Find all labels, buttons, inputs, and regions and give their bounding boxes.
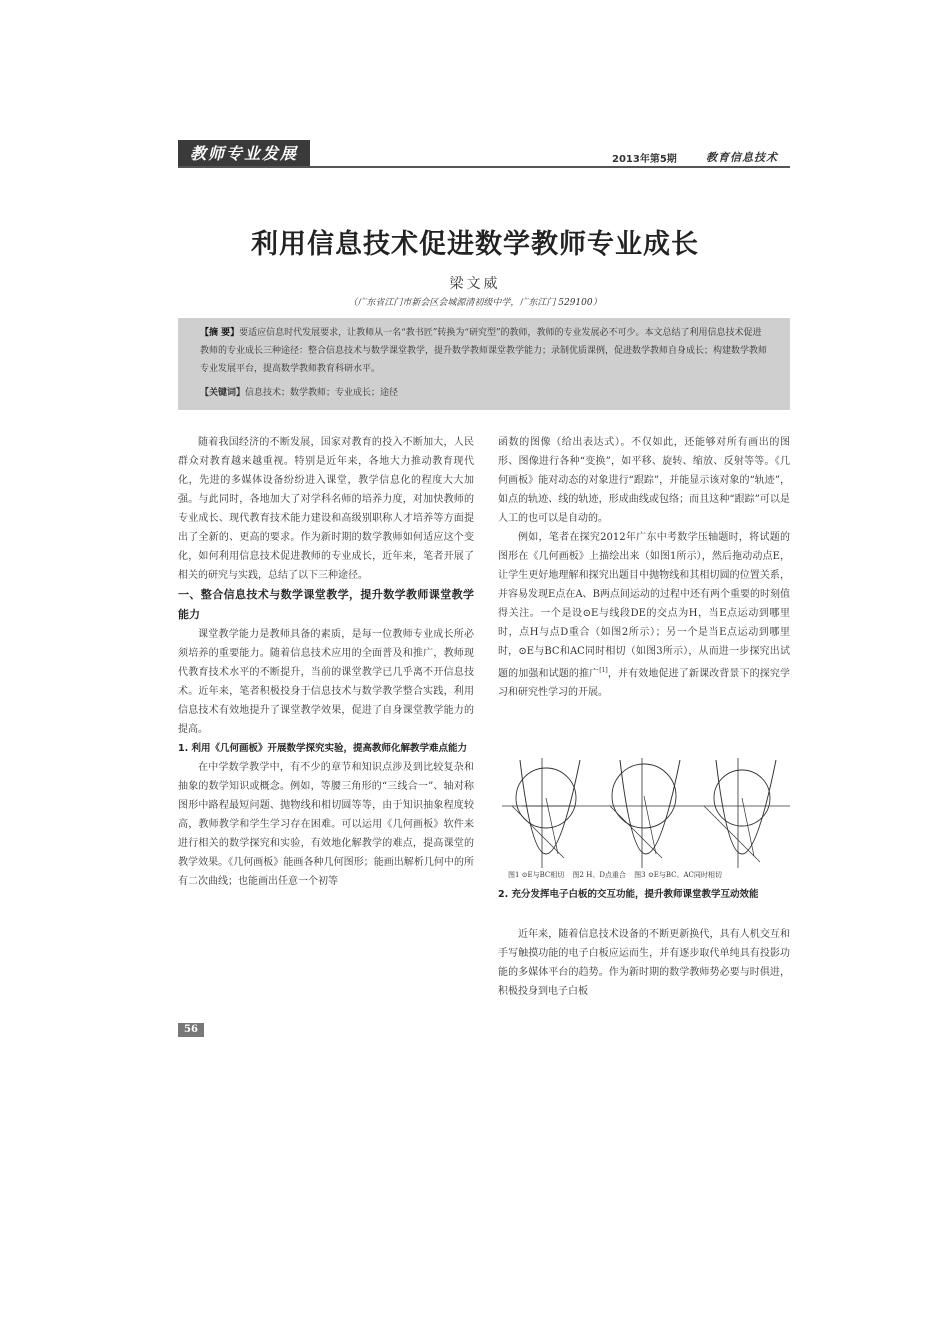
issue-label: 2013年第5期: [612, 154, 677, 165]
body-paragraph: 函数的图像（给出表达式）。不仅如此，还能够对所有画出的图形、图像进行各种“变换”，如平移、旋转、缩放、反射等等。《几何画板》能对动态的对象进行“跟踪”，并能显示该对象的“轨迹”，如点的轨迹、线的轨迹，形成曲线或包络；而且这种“跟踪”可以是人工的也可以是自动的。: [498, 437, 790, 524]
citation-ref: [1]: [599, 667, 608, 674]
journal-name: 教育信息技术: [706, 151, 778, 164]
section-tag: 教师专业发展: [178, 140, 310, 168]
figure-caption: 图1 ⊙E与BC相切: [508, 871, 565, 879]
subsection-heading: 1. 利用《几何画板》开展数学探究实验，提高教师化解教学难点能力: [178, 743, 468, 754]
body-paragraph: 在中学数学教学中，有不少的章节和知识点涉及到比较复杂和抽象的数学知识或概念。例如，等腰三角形的“三线合一”、轴对称图形中路程最短问题、抛物线和相切圆等等，由于知识抽象程度较高，教师教学和学生学习存在困难。可以运用《几何画板》软件来进行相关的数学探究和实验，有效地化解教学的难点，提高课堂的教学效果。《几何画板》能画各种几何图形；能画出解析几何中的所有二次曲线；也能画出任意一个初等: [178, 762, 474, 887]
figure-2-diagram: [598, 758, 694, 868]
keywords-text: 信息技术；数学教师；专业成长；途径: [245, 388, 399, 398]
abstract-text: 要适应信息时代发展要求，让教师从一名“教书匠”转换为“研究型”的教师，教师的专业发展必不可少。本文总结了利用信息技术促进教师的专业成长三种途径：整合信息技术与数学课堂教学，提升数学教师课堂教学能力；录制优质课例，促进数学教师自身成长；构建数学教师专业发展平台，提高数学教师教育科研水平。: [200, 328, 768, 374]
body-paragraph: 课堂教学能力是教师具备的素质，是每一位教师专业成长所必须培养的重要能力。随着信息技术应用的全面普及和推广，教师现代教育技术水平的不断提升，当前的课堂教学已几乎离不开信息技术。近年来，笔者积极投身于信息技术与数学教学整合实践，利用信息技术有效地提升了课堂教学效果，促进了自身课堂教学能力的提高。: [178, 629, 474, 735]
abstract: [200, 324, 770, 378]
subsection-heading: 2. 充分发挥电子白板的交互功能，提升教师课堂教学互动效能: [498, 889, 759, 900]
page-number: 56: [178, 1023, 204, 1037]
body-paragraph: [498, 528, 790, 702]
keywords-label: 【关键词】: [200, 388, 246, 398]
column-right: [498, 433, 790, 702]
article-title: 利用信息技术促进数学教师专业成长: [251, 229, 699, 260]
figure-1-diagram: [502, 758, 598, 868]
body-text: 例如，笔者在探究2012年广东中考数学压轴题时，将试题的图形在《几何画板》上描绘出来（如图1所示），然后拖动动点E，让学生更好地理解和探究出题目中抛物线和其相切圆的位置关系，并容易发现E点在A、B两点间运动的过程中还有两个重要的时刻值得关注。一个是设⊙E与线段DE的交点为H，当E点运动到哪里时，点H与点D重合（如图2所示）；另一个是当E点运动到哪里时，⊙E与BC和AC同时相切（如图3所示），从而进一步探究出试题的加强和试题的推广: [498, 532, 790, 680]
column-right-lower: [498, 925, 790, 1001]
article-affiliation: （广东省江门市新会区会城源清初级中学，广东江门 529100）: [348, 298, 602, 308]
header-rule: [178, 166, 790, 168]
section-heading: 一、整合信息技术与数学课堂教学，提升数学教师课堂教学能力: [178, 588, 474, 621]
abstract-label: 【摘 要】: [200, 328, 240, 338]
body-paragraph: 随着我国经济的不断发展，国家对教育的投入不断加大，人民群众对教育越来越重视。特别是近年来，各地大力推动教育现代化，先进的多媒体设备纷纷进入课堂，教学信息化的程度大大加强。与此同时，各地加大了对学科名师的培养力度，对加快教师的专业成长、现代教育技术能力建设和高级别职称人才培养等方面提出了全新的、更高的要求。作为新时期的数学教师如何适应这个变化，如何利用信息技术促进教师的专业成长，近年来，笔者开展了相关的研究与实践，总结了以下三种途径。: [178, 437, 474, 581]
keywords: [200, 385, 770, 401]
body-text: ，并有效地促进了新课改背景下的探究学习和研究性学习的开展。: [498, 668, 790, 699]
figure-group: [498, 758, 790, 878]
figure-3-diagram: [694, 758, 790, 868]
article-author: 梁文威: [449, 276, 501, 292]
body-paragraph: 近年来，随着信息技术设备的不断更新换代，具有人机交互和手写触摸功能的电子白板应运而生，并有逐步取代单纯具有投影功能的多媒体平台的趋势。作为新时期的数学教师势必要与时俱进，积极投身到电子白板: [498, 929, 790, 997]
column-left: [178, 433, 474, 891]
figure-captions: [508, 870, 790, 880]
figure-caption: 图3 ⊙E与BC、AC同时相切: [634, 871, 722, 879]
figure-caption: 图2 H、D点重合: [572, 871, 626, 879]
